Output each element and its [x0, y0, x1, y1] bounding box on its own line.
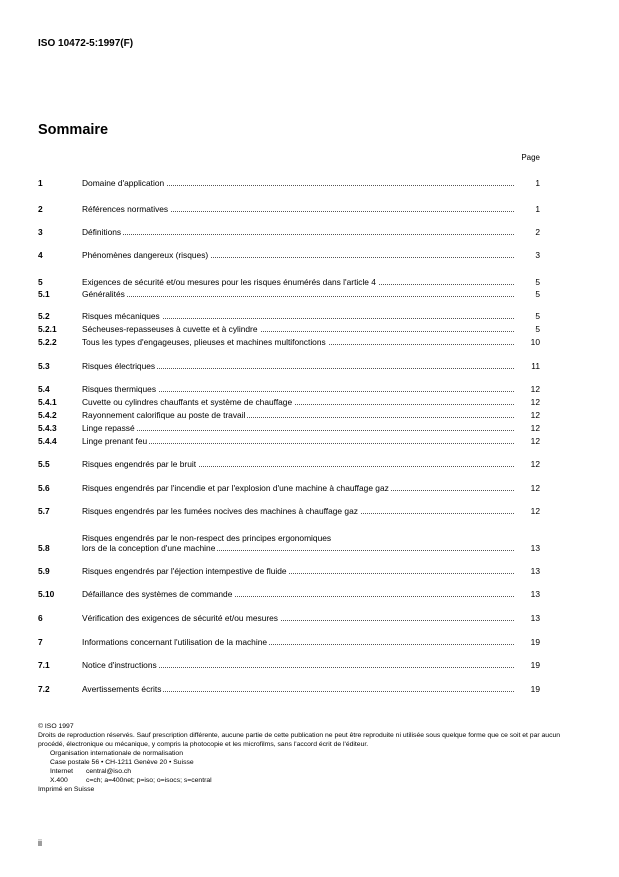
toc-entry — [38, 178, 540, 188]
internet-label: Internet — [50, 768, 74, 775]
toc-page: 12 — [530, 384, 540, 394]
toc-page: 12 — [530, 506, 540, 516]
toc-number: 5.3 — [38, 361, 50, 371]
toc-number: 6 — [38, 613, 43, 623]
copyright-footer — [38, 722, 578, 794]
copyright-line: © ISO 1997 — [38, 723, 74, 730]
toc-page: 5 — [535, 311, 540, 321]
toc-title: Informations concernant l'utilisation de la machine — [82, 637, 268, 647]
toc-page: 12 — [530, 410, 540, 420]
toc-text-line1: Risques engendrés par le non-respect des principes ergonomiques — [82, 533, 332, 543]
x400-label: X.400 — [50, 777, 68, 784]
toc-entry — [38, 436, 540, 446]
toc-page: 5 — [535, 324, 540, 334]
postal-address: Case postale 56 • CH-1211 Genève 20 • Suisse — [50, 759, 194, 766]
dot-leader — [82, 234, 514, 235]
toc-page: 10 — [530, 337, 540, 347]
toc-title: Références normatives — [82, 204, 169, 214]
toc-number: 5.2.2 — [38, 337, 57, 347]
toc-page: 3 — [535, 250, 540, 260]
toc-number: 5.4.4 — [38, 436, 57, 446]
document-header: ISO 10472-5:1997(F) — [38, 38, 134, 49]
toc-page: 1 — [535, 204, 540, 214]
toc-number: 5.10 — [38, 589, 55, 599]
page-number: ii — [38, 838, 42, 848]
toc-page: 5 — [535, 289, 540, 299]
toc-page: 13 — [530, 566, 540, 576]
toc-entry — [38, 684, 540, 694]
toc-title: Définitions — [82, 227, 122, 237]
toc-number: 5.7 — [38, 506, 50, 516]
toc-page: 13 — [530, 543, 540, 553]
toc-entry — [38, 483, 540, 493]
toc-title: Risques engendrés par le bruit — [82, 459, 197, 469]
toc-number: 5.2.1 — [38, 324, 57, 334]
toc-title: Risques engendrés par les fumées nocives des machines à chauffage gaz — [82, 506, 358, 516]
toc-page: 11 — [531, 361, 540, 371]
toc-entry — [38, 227, 540, 237]
toc-title: Cuvette ou cylindres chauffants et système de chauffage — [82, 397, 293, 407]
toc-page: 19 — [530, 637, 540, 647]
toc-number: 4 — [38, 250, 43, 260]
toc-page: 12 — [530, 423, 540, 433]
toc-number: 7.2 — [38, 684, 50, 694]
toc-entry — [38, 533, 540, 553]
toc-page: 2 — [535, 227, 540, 237]
toc-page: 13 — [530, 613, 540, 623]
toc-title: Sécheuses-repasseuses à cuvette et à cylindre — [82, 324, 258, 334]
toc-title: Linge repassé — [82, 423, 135, 433]
toc-number: 5 — [38, 277, 43, 287]
toc-page: 12 — [530, 436, 540, 446]
toc-number: 2 — [38, 204, 43, 214]
toc-number: 5.5 — [38, 459, 50, 469]
toc-number: 5.2 — [38, 311, 50, 321]
toc-title: Généralités — [82, 289, 125, 299]
toc-page: 1 — [535, 178, 540, 188]
toc-page: 5 — [535, 277, 540, 287]
toc-entry — [38, 506, 540, 516]
toc-number: 5.9 — [38, 566, 50, 576]
toc-title: Linge prenant feu — [82, 436, 148, 446]
toc-entry — [38, 250, 540, 260]
toc-entry — [38, 637, 540, 647]
toc-entry — [38, 589, 540, 599]
toc-number: 5.4.3 — [38, 423, 57, 433]
toc-title: Risques électriques — [82, 361, 156, 371]
toc-entry — [38, 423, 540, 433]
toc-entry — [38, 311, 540, 321]
toc-entry — [38, 613, 540, 623]
toc-page: 12 — [530, 397, 540, 407]
toc-entry — [38, 289, 540, 299]
toc-number: 5.6 — [38, 483, 50, 493]
toc-entry — [38, 277, 540, 287]
toc-page: 12 — [530, 459, 540, 469]
toc-entry — [38, 324, 540, 334]
toc-entry — [38, 204, 540, 214]
page-column-label: Page — [521, 153, 540, 162]
toc-title: Notice d'instructions — [82, 660, 157, 670]
toc-page: 12 — [530, 483, 540, 493]
toc-entry — [38, 459, 540, 469]
toc-number: 5.4 — [38, 384, 50, 394]
toc-entry — [38, 337, 540, 347]
toc-number: 5.1 — [38, 289, 50, 299]
toc-entry — [38, 660, 540, 670]
toc-page: 13 — [530, 589, 540, 599]
toc-entry — [38, 566, 540, 576]
dot-leader — [82, 296, 514, 297]
toc-title: Vérification des exigences de sécurité et/ou mesures — [82, 613, 278, 623]
toc-number: 5.4.1 — [38, 397, 57, 407]
dot-leader — [82, 430, 514, 431]
toc-number: 5.4.2 — [38, 410, 57, 420]
page-title: Sommaire — [38, 122, 109, 138]
toc-number: 3 — [38, 227, 43, 237]
organization-name: Organisation internationale de normalisation — [50, 750, 183, 757]
toc-title: Phénomènes dangereux (risques) — [82, 250, 209, 260]
toc-page: 19 — [530, 684, 540, 694]
toc-title: Risques engendrés par l'éjection intempestive de fluide — [82, 566, 287, 576]
toc-entry — [38, 410, 540, 420]
toc-title: Rayonnement calorifique au poste de travail — [82, 410, 246, 420]
toc-title: Risques engendrés par l'incendie et par l'explosion d'une machine à chauffage gaz — [82, 483, 389, 493]
toc-entry — [38, 397, 540, 407]
toc-title: Tous les types d'engageuses, plieuses et machines multifonctions — [82, 337, 326, 347]
toc-number: 1 — [38, 178, 43, 188]
toc-title: Exigences de sécurité et/ou mesures pour les risques énumérés dans l'article 4 — [82, 277, 376, 287]
toc-number: 7 — [38, 637, 43, 647]
toc-title: Défaillance des systèmes de commande — [82, 589, 233, 599]
rights-notice: Droits de reproduction réservés. Sauf prescription différente, aucune partie de cette publication ne peut être reproduite ni utilisée sous quelque forme que ce soit et par aucun procédé, électronique ou mécanique, y compris la photocopie et les microfilms, sans l'accord écrit de l'éditeur. — [38, 732, 561, 748]
x400-address: c=ch; a=400net; p=iso; o=isocs; s=central — [86, 777, 212, 784]
toc-page: 19 — [530, 660, 540, 670]
toc-title: Risques mécaniques — [82, 311, 160, 321]
toc-entry — [38, 361, 540, 371]
toc-number: 5.8 — [38, 543, 50, 553]
toc-entry — [38, 384, 540, 394]
toc-title: Avertissements écrits — [82, 684, 162, 694]
printed-in: Imprimé en Suisse — [38, 786, 95, 793]
toc-number: 7.1 — [38, 660, 50, 670]
toc-title: Risques thermiques — [82, 384, 157, 394]
internet-address: central@iso.ch — [86, 768, 132, 775]
toc-title: lors de la conception d'une machine — [82, 543, 216, 553]
toc-title: Domaine d'application — [82, 178, 165, 188]
